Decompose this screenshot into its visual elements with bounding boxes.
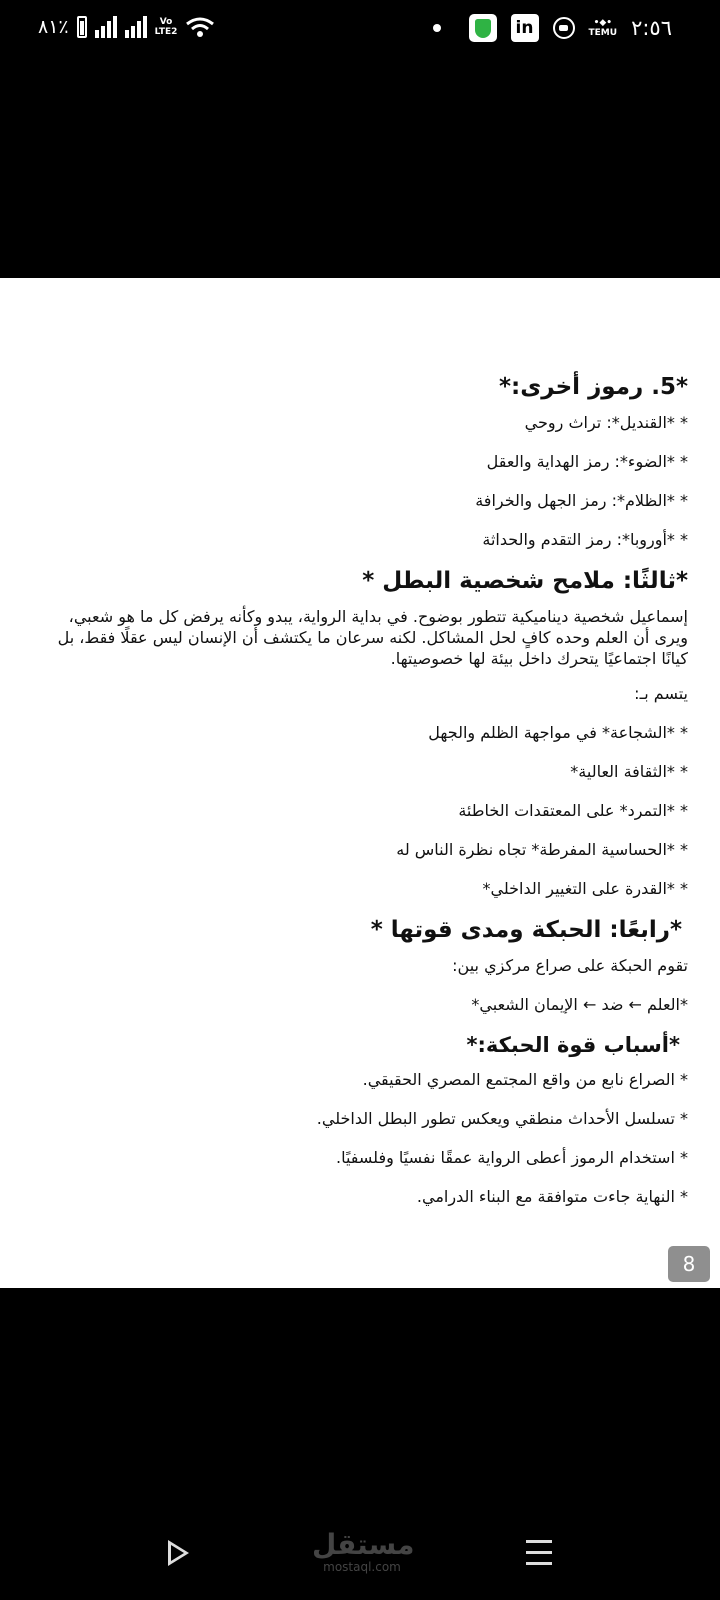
list-item: * النهاية جاءت متوافقة مع البناء الدرامي.: [416, 1187, 688, 1206]
play-icon[interactable]: [168, 1540, 189, 1566]
list-item: * *الشجاعة* في مواجهة الظلم والجهل: [428, 723, 688, 742]
notification-dot-icon: [433, 24, 441, 32]
heading-other-symbols: *5. رموز أخرى:*: [498, 374, 688, 400]
signal-icon-2: [125, 16, 147, 38]
volte-icon: Vo LTE2: [154, 17, 178, 37]
plot-intro: تقوم الحبكة على صراع مركزي بين:: [452, 956, 688, 975]
battery-icon: [77, 16, 87, 38]
wifi-icon: [185, 16, 215, 38]
list-item: * *الضوء*: رمز الهداية والعقل: [486, 452, 688, 471]
traits-intro: يتسم بـ:: [634, 684, 688, 703]
list-item: * *التمرد* على المعتقدات الخاطئة: [458, 801, 688, 820]
camera-icon: [553, 17, 575, 39]
status-bar: [0, 0, 720, 64]
heading-plot-reasons: *أسباب قوة الحبكة:*: [466, 1033, 680, 1057]
page-number-badge: 8: [668, 1246, 710, 1282]
battery-percent: ٨١٪: [38, 16, 69, 38]
linkedin-icon: in: [511, 14, 539, 42]
list-item: * *الثقافة العالية*: [570, 762, 688, 781]
menu-icon[interactable]: [526, 1540, 552, 1573]
list-item: * استخدام الرموز أعطى الرواية عمقًا نفسيًا وفلسفيًا.: [336, 1148, 688, 1167]
document-page[interactable]: [0, 278, 720, 1288]
list-item: * تسلسل الأحداث منطقي ويعكس تطور البطل الداخلي.: [316, 1109, 688, 1128]
heading-plot: *رابعًا: الحبكة ومدى قوتها *: [370, 917, 682, 943]
list-item: * الصراع نابع من واقع المجتمع المصري الحقيقي.: [362, 1070, 688, 1089]
plot-conflict: *العلم ← ضد ← الإيمان الشعبي*: [471, 995, 688, 1014]
signal-icon: [95, 16, 117, 38]
clock: ٢:٥٦: [631, 16, 672, 40]
list-item: * *القدرة على التغيير الداخلي*: [482, 879, 688, 898]
hero-paragraph: إسماعيل شخصية ديناميكية تتطور بوضوح. في بداية الرواية، يبدو وكأنه يرفض كل ما هو شعبي، ويرى أن العلم وحده كافٍ لحل المشاكل. لكنه سرعان ما يكتشف أن الإنسان ليس عقلًا فقط، بل كيانًا اجتماعيًا يتحرك داخل بيئة لها خصوصيتها.: [57, 607, 688, 668]
temu-icon: •◆• TEMU: [588, 18, 618, 38]
list-item: * *القنديل*: تراث روحي: [524, 413, 688, 432]
heading-hero-traits: *ثالثًا: ملامح شخصية البطل *: [362, 568, 688, 594]
list-item: * *الحساسية المفرطة* تجاه نظرة الناس له: [396, 840, 688, 859]
list-item: * *أوروبا*: رمز التقدم والحداثة: [482, 530, 688, 549]
document-content: [48, 374, 688, 1225]
security-shield-icon: [469, 14, 497, 42]
navigation-bar: [0, 1510, 720, 1600]
list-item: * *الظلام*: رمز الجهل والخرافة: [475, 491, 688, 510]
watermark-logo: مستقل mostaql.com: [312, 1528, 415, 1574]
